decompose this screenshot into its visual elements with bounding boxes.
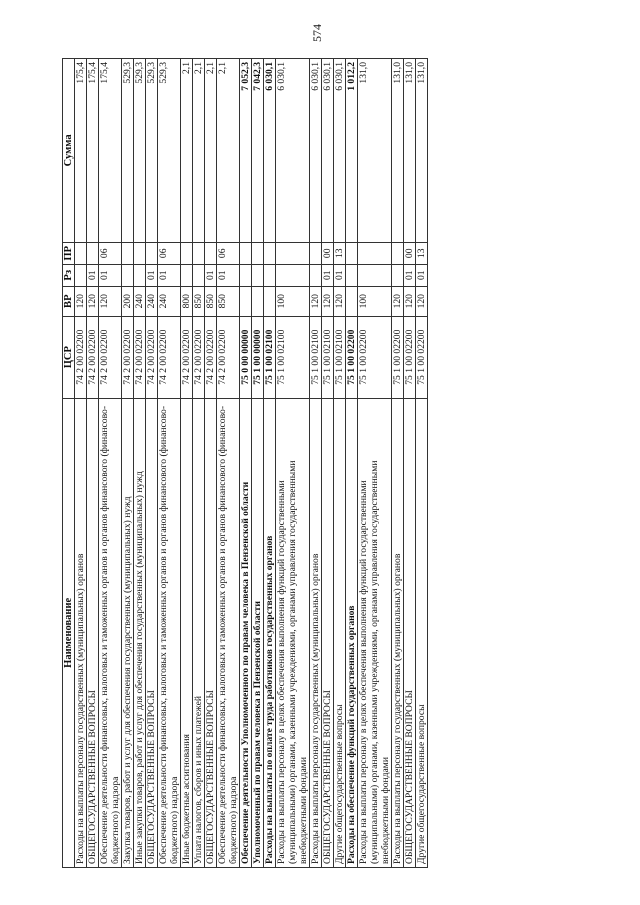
cell-csr: 74 2 00 02200	[146, 316, 158, 398]
cell-sum: 6 030,1	[322, 59, 334, 243]
cell-vr: 120	[75, 286, 87, 316]
cell-name: Другие общегосударственные вопросы	[416, 398, 428, 867]
cell-vr: 850	[217, 286, 240, 316]
cell-name: Расходы на выплаты персоналу государственных (муниципальных) органов	[310, 398, 322, 867]
header-csr: ЦСР	[63, 316, 75, 398]
cell-pr	[252, 242, 264, 264]
cell-vr: 240	[146, 286, 158, 316]
cell-rz	[346, 264, 358, 286]
cell-rz: 01	[87, 264, 99, 286]
cell-csr: 75 0 00 00000	[240, 316, 252, 398]
cell-vr: 800	[181, 286, 193, 316]
cell-vr	[252, 286, 264, 316]
cell-csr: 74 2 00 02200	[217, 316, 240, 398]
rotated-page	[62, 58, 582, 868]
cell-csr: 74 2 00 02200	[181, 316, 193, 398]
cell-csr: 75 1 00 02200	[358, 316, 392, 398]
cell-name: Расходы на выплаты персоналу в целях обеспечения выполнения функций государственными (муниципальными) органами, казенными учреждениями, органами управления государственными внебюджетными фондами	[276, 398, 310, 867]
table-row	[252, 59, 264, 868]
table-row	[310, 59, 322, 868]
cell-vr: 120	[334, 286, 346, 316]
cell-rz: 01	[334, 264, 346, 286]
cell-name: Иные закупки товаров, работ и услуг для обеспечения государственных (муниципальных) нужд	[134, 398, 146, 867]
cell-sum: 131,0	[358, 59, 392, 243]
cell-pr	[181, 242, 193, 264]
cell-sum: 1 012,2	[346, 59, 358, 243]
cell-pr: 00	[404, 242, 416, 264]
cell-csr: 75 1 00 02100	[310, 316, 322, 398]
table-row	[146, 59, 158, 868]
cell-vr: 100	[276, 286, 310, 316]
cell-name: Уплата налогов, сборов и иных платежей	[193, 398, 205, 867]
table-row	[322, 59, 334, 868]
table-row	[264, 59, 276, 868]
table-row	[240, 59, 252, 868]
cell-sum: 131,0	[404, 59, 416, 243]
cell-vr: 120	[322, 286, 334, 316]
cell-rz	[122, 264, 134, 286]
cell-name: Обеспечение деятельности финансовых, налоговых и таможенных органов и органов финансового (финансово-бюджетного) надзора	[158, 398, 181, 867]
cell-vr	[240, 286, 252, 316]
cell-rz	[181, 264, 193, 286]
cell-name: Иные бюджетные ассигнования	[181, 398, 193, 867]
cell-vr: 120	[99, 286, 122, 316]
cell-csr: 74 2 00 02200	[122, 316, 134, 398]
cell-pr	[87, 242, 99, 264]
cell-sum: 131,0	[416, 59, 428, 243]
cell-pr: 13	[416, 242, 428, 264]
cell-pr	[122, 242, 134, 264]
table-row	[392, 59, 404, 868]
table-row	[334, 59, 346, 868]
cell-pr	[75, 242, 87, 264]
cell-vr: 100	[358, 286, 392, 316]
header-sum: Сумма	[63, 59, 75, 243]
header-pr: ПР	[63, 242, 75, 264]
cell-rz: 01	[99, 264, 122, 286]
cell-rz: 01	[404, 264, 416, 286]
cell-name: ОБЩЕГОСУДАРСТВЕННЫЕ ВОПРОСЫ	[146, 398, 158, 867]
cell-rz: 01	[217, 264, 240, 286]
cell-csr: 75 1 00 00000	[252, 316, 264, 398]
cell-sum: 529,3	[158, 59, 181, 243]
cell-pr: 06	[99, 242, 122, 264]
cell-sum: 529,3	[146, 59, 158, 243]
cell-rz	[392, 264, 404, 286]
cell-rz	[240, 264, 252, 286]
cell-sum: 529,3	[122, 59, 134, 243]
cell-csr: 75 1 00 02200	[416, 316, 428, 398]
cell-vr: 120	[404, 286, 416, 316]
cell-name: Обеспечение деятельности финансовых, налоговых и таможенных органов и органов финансового (финансово-бюджетного) надзора	[217, 398, 240, 867]
cell-sum: 6 030,1	[334, 59, 346, 243]
table-row	[217, 59, 240, 868]
cell-csr: 74 2 00 02200	[158, 316, 181, 398]
cell-vr: 240	[158, 286, 181, 316]
cell-pr	[392, 242, 404, 264]
cell-csr: 74 2 00 02200	[99, 316, 122, 398]
cell-pr: 06	[217, 242, 240, 264]
cell-sum: 175,4	[99, 59, 122, 243]
cell-rz	[358, 264, 392, 286]
cell-sum: 6 030,1	[310, 59, 322, 243]
cell-pr	[134, 242, 146, 264]
cell-name: Расходы на обеспечение функций государственных органов	[346, 398, 358, 867]
cell-csr: 75 1 00 02100	[334, 316, 346, 398]
header-name: Наименование	[63, 398, 75, 867]
cell-rz	[193, 264, 205, 286]
cell-sum: 529,3	[134, 59, 146, 243]
cell-sum: 6 030,1	[264, 59, 276, 243]
table-row	[87, 59, 99, 868]
cell-sum: 2,1	[193, 59, 205, 243]
cell-name: Другие общегосударственные вопросы	[334, 398, 346, 867]
cell-pr: 06	[158, 242, 181, 264]
cell-sum: 175,4	[75, 59, 87, 243]
table-row	[358, 59, 392, 868]
cell-csr: 75 1 00 02200	[404, 316, 416, 398]
cell-sum: 6 030,1	[276, 59, 310, 243]
cell-csr: 75 1 00 02200	[392, 316, 404, 398]
cell-pr: 13	[334, 242, 346, 264]
cell-name: ОБЩЕГОСУДАРСТВЕННЫЕ ВОПРОСЫ	[87, 398, 99, 867]
cell-rz	[134, 264, 146, 286]
cell-sum: 175,4	[87, 59, 99, 243]
cell-sum: 7 052,3	[240, 59, 252, 243]
cell-name: Уполномоченный по правам человека в Пензенской области	[252, 398, 264, 867]
cell-sum: 2,1	[217, 59, 240, 243]
table-row	[276, 59, 310, 868]
cell-rz	[310, 264, 322, 286]
cell-pr	[310, 242, 322, 264]
table-row	[181, 59, 193, 868]
cell-csr: 75 1 00 02200	[346, 316, 358, 398]
cell-name: Обеспечение деятельности финансовых, налоговых и таможенных органов и органов финансового (финансово-бюджетного) надзора	[99, 398, 122, 867]
cell-csr: 74 2 00 02200	[87, 316, 99, 398]
cell-pr	[240, 242, 252, 264]
cell-vr: 850	[205, 286, 217, 316]
cell-rz	[252, 264, 264, 286]
cell-rz: 01	[146, 264, 158, 286]
cell-vr	[346, 286, 358, 316]
cell-name: Расходы на выплаты персоналу государственных (муниципальных) органов	[392, 398, 404, 867]
table-row	[158, 59, 181, 868]
cell-vr: 120	[392, 286, 404, 316]
cell-pr	[346, 242, 358, 264]
cell-name: Обеспечение деятельности Уполномоченного по правам человека в Пензенской области	[240, 398, 252, 867]
cell-sum: 7 042,3	[252, 59, 264, 243]
cell-rz: 01	[322, 264, 334, 286]
cell-csr: 75 1 00 02100	[322, 316, 334, 398]
cell-csr: 75 1 00 02100	[276, 316, 310, 398]
header-vr: ВР	[63, 286, 75, 316]
cell-name: ОБЩЕГОСУДАРСТВЕННЫЕ ВОПРОСЫ	[404, 398, 416, 867]
cell-vr: 120	[87, 286, 99, 316]
cell-name: Расходы на выплаты по оплате труда работников государственных органов	[264, 398, 276, 867]
cell-sum: 2,1	[205, 59, 217, 243]
cell-pr	[205, 242, 217, 264]
cell-sum: 131,0	[392, 59, 404, 243]
cell-csr: 74 2 00 02200	[75, 316, 87, 398]
cell-name: Закупка товаров, работ и услуг для обеспечения государственных (муниципальных) нужд	[122, 398, 134, 867]
table-row	[404, 59, 416, 868]
cell-name: Расходы на выплаты персоналу государственных (муниципальных) органов	[75, 398, 87, 867]
budget-table	[62, 58, 428, 868]
table-row	[75, 59, 87, 868]
cell-vr	[264, 286, 276, 316]
table-row	[99, 59, 122, 868]
cell-rz	[75, 264, 87, 286]
cell-name: ОБЩЕГОСУДАРСТВЕННЫЕ ВОПРОСЫ	[322, 398, 334, 867]
page-number: 574	[310, 24, 324, 42]
cell-pr	[358, 242, 392, 264]
cell-vr: 120	[310, 286, 322, 316]
table-header-row	[63, 59, 75, 868]
table-row	[134, 59, 146, 868]
table-row	[193, 59, 205, 868]
cell-pr	[276, 242, 310, 264]
cell-vr: 240	[134, 286, 146, 316]
cell-pr	[146, 242, 158, 264]
cell-rz	[264, 264, 276, 286]
cell-name: ОБЩЕГОСУДАРСТВЕННЫЕ ВОПРОСЫ	[205, 398, 217, 867]
cell-pr: 00	[322, 242, 334, 264]
table-row	[205, 59, 217, 868]
cell-rz: 01	[416, 264, 428, 286]
cell-rz: 01	[158, 264, 181, 286]
cell-csr: 74 2 00 02200	[193, 316, 205, 398]
cell-csr: 74 2 00 02200	[205, 316, 217, 398]
cell-vr: 120	[416, 286, 428, 316]
cell-csr: 75 1 00 02100	[264, 316, 276, 398]
cell-pr	[193, 242, 205, 264]
cell-rz	[276, 264, 310, 286]
header-rz: Рз	[63, 264, 75, 286]
cell-rz: 01	[205, 264, 217, 286]
table-row	[416, 59, 428, 868]
cell-name: Расходы на выплаты персоналу в целях обеспечения выполнения функций государственными (муниципальными) органами, казенными учреждениями, органами управления государственными внебюджетными фондами	[358, 398, 392, 867]
cell-vr: 200	[122, 286, 134, 316]
table-row	[122, 59, 134, 868]
table-row	[346, 59, 358, 868]
cell-vr: 850	[193, 286, 205, 316]
cell-csr: 74 2 00 02200	[134, 316, 146, 398]
cell-pr	[264, 242, 276, 264]
cell-sum: 2,1	[181, 59, 193, 243]
